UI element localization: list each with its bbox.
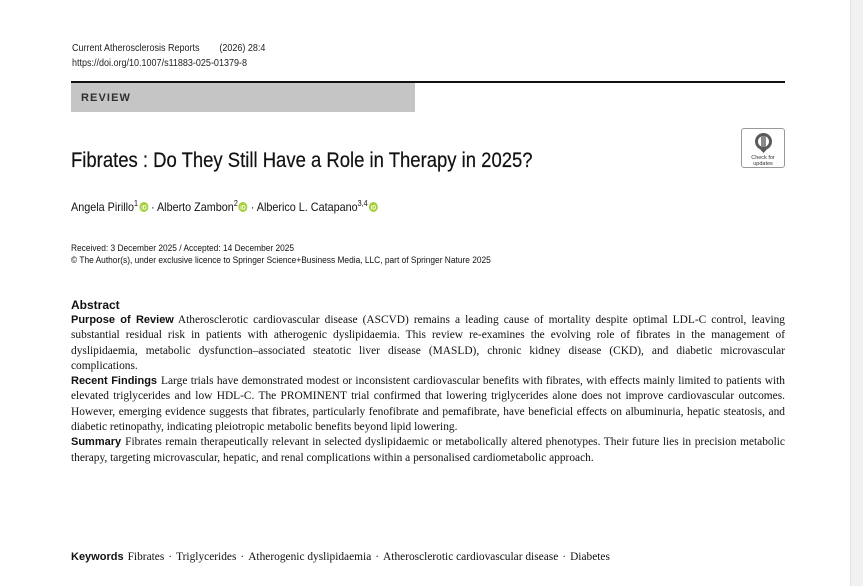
author-name[interactable]: Alberico L. Catapano bbox=[256, 200, 358, 214]
publication-dates bbox=[71, 243, 491, 267]
keyword-separator: · bbox=[168, 551, 173, 563]
abstract-findings bbox=[71, 374, 785, 435]
author-name[interactable]: Alberto Zambon bbox=[156, 200, 234, 214]
keyword: Triglycerides bbox=[176, 551, 237, 563]
svg-text:iD: iD bbox=[240, 205, 246, 212]
journal-name: Current Atherosclerosis Reports bbox=[72, 43, 200, 54]
author-separator: · bbox=[247, 200, 257, 214]
abstract-section-label: Summary bbox=[71, 436, 122, 449]
keyword: Atherosclerotic cardiovascular disease bbox=[383, 551, 559, 563]
check-for-updates-label: Check for updates bbox=[751, 155, 775, 167]
author-affiliation: 1 bbox=[134, 199, 139, 208]
author-affiliation: 2 bbox=[233, 199, 238, 208]
keyword-separator: · bbox=[375, 551, 380, 563]
svg-text:iD: iD bbox=[370, 205, 376, 212]
keywords-label: Keywords bbox=[71, 551, 124, 563]
abstract bbox=[71, 298, 785, 466]
abstract-section-label: Recent Findings bbox=[71, 375, 158, 388]
author-separator: · bbox=[147, 200, 157, 214]
svg-text:iD: iD bbox=[140, 205, 147, 212]
article-type-band bbox=[71, 83, 415, 112]
orcid-icon[interactable] bbox=[369, 202, 378, 212]
scrollbar[interactable] bbox=[850, 0, 863, 586]
abstract-heading: Abstract bbox=[71, 298, 120, 312]
author-affiliation: 3,4 bbox=[357, 199, 368, 208]
article-type-label: REVIEW bbox=[81, 92, 131, 104]
doi-link[interactable]: https://doi.org/10.1007/s11883-025-01379-8 bbox=[72, 58, 247, 69]
abstract-section-text: Large trials have demonstrated modest or inconsistent cardiovascular benefits with fibrates, with effects mainly limited to patients with elevated triglycerides and low HDL-C. The PROMINENT trial confirmed that lowering triglycerides alone does not improve cardiovascular outcomes. However, emerging evidence suggests that fibrates, particularly fenofibrate and pemafibrate, have beneficial effects on albuminuria, hepatic steatosis, and diabetic retinopathy, indicating pleiotropic metabolic benefits beyond lipid lowering. bbox=[71, 375, 785, 434]
abstract-section-text: Fibrates remain therapeutically relevant in selected dyslipidaemic or metabolically altered phenotypes. Their future lies in precision metabolic therapy, targeting microvascular, hepatic, and renal complications within a personalised cardiometabolic approach. bbox=[71, 436, 785, 464]
check-for-updates-button[interactable] bbox=[741, 128, 785, 168]
keyword-separator: · bbox=[240, 551, 245, 563]
journal-volume: (2026) 28:4 bbox=[219, 43, 266, 54]
copyright-line: © The Author(s), under exclusive licence to Springer Science+Business Media, LLC, part of Springer Nature 2025 bbox=[71, 255, 491, 266]
keyword-separator: · bbox=[562, 551, 567, 563]
abstract-summary bbox=[71, 435, 785, 466]
keyword: Atherogenic dyslipidaemia bbox=[248, 551, 372, 563]
orcid-icon[interactable] bbox=[139, 202, 148, 212]
author-list bbox=[71, 200, 378, 214]
crossmark-icon bbox=[754, 132, 773, 154]
received-accepted-dates: Received: 3 December 2025 / Accepted: 14 December 2025 bbox=[71, 243, 295, 254]
abstract-section-label: Purpose of Review bbox=[71, 314, 174, 326]
article-title: Fibrates : Do They Still Have a Role in Therapy in 2025? bbox=[71, 149, 533, 172]
keyword: Fibrates bbox=[127, 551, 165, 563]
keywords bbox=[71, 551, 785, 563]
keywords-items bbox=[128, 551, 610, 563]
abstract-purpose bbox=[71, 313, 785, 374]
journal-citation bbox=[72, 43, 265, 54]
author-name[interactable]: Angela Pirillo bbox=[71, 200, 135, 214]
keyword: Diabetes bbox=[570, 551, 610, 563]
orcid-icon[interactable] bbox=[239, 202, 248, 212]
abstract-section-text: Atherosclerotic cardiovascular disease (ASCVD) remains a leading cause of mortality despite optimal LDL-C control, leaving substantial residual risk in patients with atherogenic dyslipidaemia. This review re-examines the evolving role of fibrates in the management of dyslipidaemia, metabolic dysfunction–associated steatotic liver disease (MASLD), chronic kidney disease (CKD), and diabetic microvascular complications. bbox=[71, 314, 786, 372]
